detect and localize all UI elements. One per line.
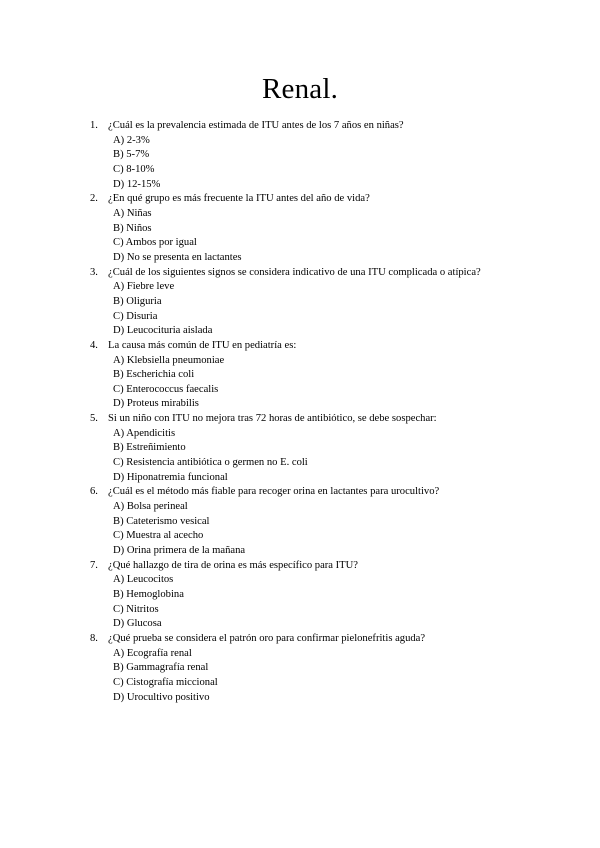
question-number: 1.	[90, 120, 98, 131]
answer-option: D) Leucocituria aislada	[113, 325, 213, 337]
question-item	[90, 485, 570, 558]
question-line	[90, 119, 570, 134]
question-list	[90, 119, 570, 705]
answer-option: B) Oliguria	[113, 295, 162, 307]
answer-option: A) Fiebre leve	[113, 281, 175, 293]
question-line	[90, 485, 570, 500]
answer-option: B) Escherichia coli	[113, 369, 195, 381]
answer-option: B) Hemoglobina	[113, 589, 184, 600]
page-title: Renal.	[261, 73, 339, 105]
answer-option: B) Niños	[113, 222, 152, 234]
answer-option: A) Ecografía renal	[113, 647, 192, 659]
answer-option: C) Muestra al acecho	[113, 530, 204, 542]
question-line	[90, 632, 570, 647]
answer-option: C) Enterococcus faecalis	[113, 383, 219, 395]
question-line	[90, 412, 570, 427]
question-text: ¿Cuál de los siguientes signos se considera indicativo de una ITU complicada o atípica?	[108, 266, 481, 278]
answer-options	[90, 354, 570, 413]
answer-option: D) Proteus mirabilis	[113, 398, 199, 410]
answer-option: C) Nitritos	[113, 603, 159, 615]
question-item	[90, 559, 570, 632]
question-number: 2.	[90, 193, 98, 205]
answer-option: A) Leucocitos	[113, 574, 174, 586]
answer-option: B) 5-7%	[113, 149, 150, 161]
answer-option: C) Resistencia antibiótica o germen no E. coli	[113, 457, 308, 469]
question-item	[90, 192, 570, 265]
question-text: ¿En qué grupo es más frecuente la ITU antes del año de vida?	[108, 193, 370, 205]
answer-options	[90, 647, 570, 706]
answer-option: D) Hiponatremia funcional	[113, 471, 228, 483]
question-item	[90, 119, 570, 192]
answer-option: D) 12-15%	[113, 178, 161, 190]
question-line	[90, 339, 570, 354]
question-number: 3.	[90, 266, 98, 278]
question-line	[90, 192, 570, 207]
answer-option: D) Orina primera de la mañana	[113, 545, 246, 557]
question-item	[90, 266, 570, 339]
answer-option: C) Ambos por igual	[113, 237, 197, 249]
answer-options	[90, 207, 570, 266]
answer-options	[90, 500, 570, 559]
question-number: 4.	[90, 339, 98, 351]
question-item	[90, 412, 570, 485]
answer-option: A) Klebsiella pneumoniae	[113, 354, 225, 366]
answer-option: D) Urocultivo positivo	[113, 691, 210, 703]
answer-option: C) Cistografía miccional	[113, 676, 218, 688]
question-line	[90, 559, 570, 574]
question-text: La causa más común de ITU en pediatría es:	[108, 339, 297, 351]
answer-option: D) No se presenta en lactantes	[113, 251, 242, 263]
question-text: ¿Qué prueba se considera el patrón oro para confirmar pielonefritis aguda?	[108, 632, 426, 644]
answer-options	[90, 573, 570, 632]
answer-option: B) Gammagrafía renal	[113, 662, 209, 674]
answer-options	[90, 134, 570, 193]
answer-option: A) Bolsa perineal	[113, 501, 188, 513]
answer-option: A) Niñas	[113, 207, 152, 219]
question-number: 6.	[90, 486, 98, 498]
question-item	[90, 632, 570, 705]
answer-options	[90, 427, 570, 486]
answer-option: C) 8-10%	[113, 163, 155, 175]
answer-option: B) Cateterismo vesical	[113, 515, 210, 527]
question-text: Si un niño con ITU no mejora tras 72 horas de antibiótico, se debe sospechar:	[108, 413, 437, 425]
question-text: ¿Cuál es el método más fiable para recoger orina en lactantes para urocultivo?	[108, 486, 440, 498]
answer-option: A) 2-3%	[113, 134, 150, 146]
question-text: ¿Cuál es la prevalencia estimada de ITU antes de los 7 años en niñas?	[108, 120, 404, 131]
question-number: 5.	[90, 413, 98, 425]
question-number: 7.	[90, 559, 98, 571]
answer-option: D) Glucosa	[113, 618, 162, 630]
answer-option: C) Disuria	[113, 310, 158, 322]
answer-options	[90, 280, 570, 339]
answer-option: B) Estreñimiento	[113, 442, 186, 454]
question-item	[90, 339, 570, 412]
question-number: 8.	[90, 632, 98, 644]
question-text: ¿Qué hallazgo de tira de orina es más específico para ITU?	[108, 559, 359, 571]
answer-option: A) Apendicitis	[113, 427, 176, 439]
question-line	[90, 266, 570, 281]
